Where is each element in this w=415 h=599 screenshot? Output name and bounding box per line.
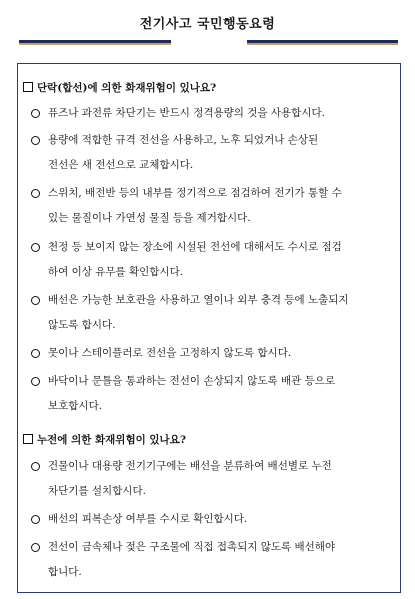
circle-bullet-icon bbox=[31, 243, 40, 252]
circle-bullet-icon bbox=[31, 109, 40, 118]
circle-bullet-icon bbox=[31, 462, 40, 471]
item-line: 전선은 새 전선으로 교체합시다. bbox=[48, 159, 194, 171]
section-heading-text: 누전에 의한 화재위험이 있나요? bbox=[37, 434, 186, 446]
item-line: 배선의 피복손상 여부를 수시로 확인합시다. bbox=[48, 513, 248, 525]
circle-bullet-icon bbox=[31, 136, 40, 145]
item-line: 용량에 적합한 규격 전선을 사용하고, 노후 되었거나 손상된 bbox=[48, 134, 319, 146]
item-line: 바닥이나 문틀을 통과하는 전선이 손상되지 않도록 배관 등으로 bbox=[48, 375, 336, 387]
item-line: 배선은 가능한 보호관을 사용하고 열이나 외부 충격 등에 노출되지 bbox=[48, 294, 349, 306]
item-line: 합니다. bbox=[48, 566, 82, 578]
item-line: 않도록 합시다. bbox=[48, 319, 116, 331]
item-line: 보호합시다. bbox=[48, 400, 103, 412]
square-bullet-icon bbox=[23, 434, 33, 444]
square-bullet-icon bbox=[23, 82, 33, 92]
item-line: 퓨즈나 과전류 차단기는 반드시 정격용량의 것을 사용합시다. bbox=[48, 107, 325, 119]
item-line: 건물이나 대용량 전기기구에는 배선을 분류하여 배선별로 누전 bbox=[48, 460, 332, 472]
title-rule-right-light bbox=[247, 43, 398, 45]
section-heading-short-circuit bbox=[23, 80, 216, 95]
page-title: 전기사고 국민행동요령 bbox=[139, 17, 276, 32]
section-heading-earth-leakage bbox=[23, 432, 186, 447]
circle-bullet-icon bbox=[31, 543, 40, 552]
title-rule-left-light bbox=[19, 43, 171, 45]
circle-bullet-icon bbox=[31, 349, 40, 358]
item-line: 못이나 스테이플러로 전선을 고정하지 않도록 합시다. bbox=[48, 347, 292, 359]
section-heading-text: 단락(합선)에 의한 화재위험이 있나요? bbox=[37, 82, 217, 94]
item-line: 스위치, 배전반 등의 내부를 정기적으로 점검하여 전기가 통할 수 bbox=[48, 187, 342, 199]
item-line: 전선이 금속체나 젖은 구조물에 직접 접촉되지 않도록 배선해야 bbox=[48, 541, 336, 553]
item-line: 차단기를 설치합시다. bbox=[48, 485, 146, 497]
circle-bullet-icon bbox=[31, 189, 40, 198]
item-line: 있는 물질이나 가연성 물질 등을 제거합시다. bbox=[48, 212, 251, 224]
item-line: 하여 이상 유무를 확인합시다. bbox=[48, 266, 184, 278]
circle-bullet-icon bbox=[31, 296, 40, 305]
item-line: 천정 등 보이지 않는 장소에 시설된 전선에 대해서도 수시로 점검 bbox=[48, 241, 342, 253]
circle-bullet-icon bbox=[31, 377, 40, 386]
circle-bullet-icon bbox=[31, 515, 40, 524]
